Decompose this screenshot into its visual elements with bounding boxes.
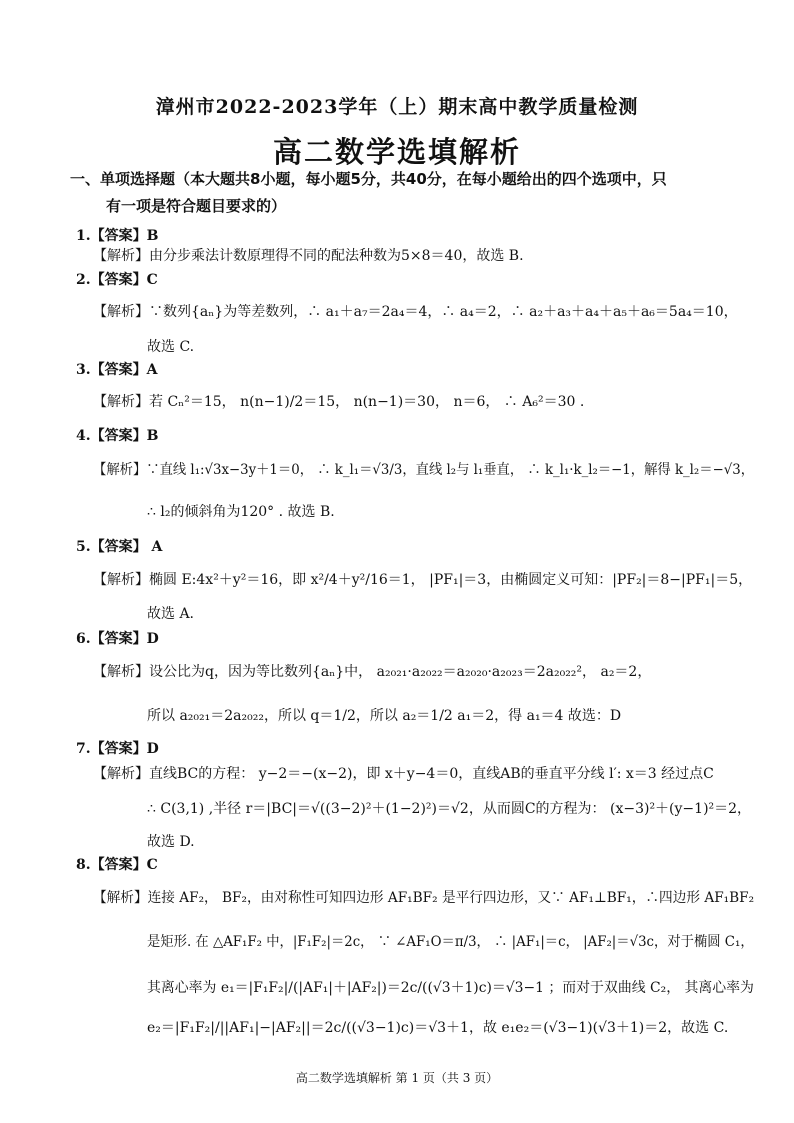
analysis-2-line-1: 【解析】∵数列{aₙ}为等差数列，∴ a₁＋a₇＝2a₄＝4，∴ a₄＝2，∴ a₂＋a₃＋a₄＋a₅＋a₆＝5a₄＝10， bbox=[93, 304, 738, 320]
analysis-5-line-2: 故选 A. bbox=[147, 606, 195, 622]
analysis-4-line-2: ∴ l₂的倾斜角为120° . 故选 B. bbox=[147, 504, 335, 520]
exam-title: 漳州市2022-2023学年（上）期末高中教学质量检测 bbox=[155, 96, 639, 118]
analysis-2-line-2: 故选 C. bbox=[147, 339, 195, 355]
section-heading-line-1: 一、单项选择题（本大题共8小题，每小题5分，共40分，在每小题给出的四个选项中，只 bbox=[70, 170, 667, 188]
answer-5: 5.【答案】 A bbox=[76, 539, 163, 555]
analysis-1-line-1: 【解析】由分步乘法计数原理得不同的配法种数为5×8＝40，故选 B. bbox=[93, 248, 524, 264]
analysis-5-line-1: 【解析】椭圆 E:4x²＋y²＝16，即 x²/4＋y²/16＝1， |PF₁|＝3，由椭圆定义可知：|PF₂|＝8−|PF₁|＝5， bbox=[93, 572, 753, 588]
section-heading-line-2: 有一项是符合题目要求的） bbox=[106, 197, 287, 215]
answer-3: 3.【答案】A bbox=[76, 362, 158, 378]
analysis-3-line-1: 【解析】若 Cₙ²＝15， n(n−1)/2＝15， n(n−1)＝30， n＝6， ∴ A₆²＝30 . bbox=[93, 394, 585, 410]
answer-1: 1.【答案】B bbox=[76, 228, 159, 244]
analysis-7-line-3: 故选 D. bbox=[147, 834, 195, 850]
answer-8: 8.【答案】C bbox=[76, 857, 158, 873]
answer-4: 4.【答案】B bbox=[76, 428, 159, 444]
answer-7: 7.【答案】D bbox=[76, 741, 159, 757]
analysis-7-line-2: ∴ C(3,1) ,半径 r＝|BC|＝√((3−2)²＋(1−2)²)＝√2，从而圆C的方程为： (x−3)²＋(y−1)²＝2， bbox=[147, 801, 752, 817]
page-footer: 高二数学选填解析 第 1 页（共 3 页） bbox=[295, 1071, 499, 1085]
analysis-8-line-4: e₂＝|F₁F₂|/||AF₁|−|AF₂||＝2c/((√3−1)c)＝√3＋1，故 e₁e₂＝(√3−1)(√3＋1)＝2，故选 C. bbox=[147, 1020, 729, 1036]
analysis-8-line-2: 是矩形. 在 △AF₁F₂ 中，|F₁F₂|＝2c， ∵ ∠AF₁O＝π/3， ∴ |AF₁|＝c， |AF₂|＝√3c，对于椭圆 C₁， bbox=[147, 934, 754, 950]
analysis-6-line-1: 【解析】设公比为q，因为等比数列{aₙ}中， a₂₀₂₁·a₂₀₂₂＝a₂₀₂₀·a₂₀₂₃＝2a₂₀₂₂²， a₂＝2， bbox=[93, 664, 652, 680]
page-title: 高二数学选填解析 bbox=[272, 135, 521, 169]
analysis-8-line-1: 【解析】连接 AF₂， BF₂，由对称性可知四边形 AF₁BF₂ 是平行四边形，又∵ AF₁⊥BF₁，∴四边形 AF₁BF₂ bbox=[93, 890, 755, 906]
analysis-7-line-1: 【解析】直线BC的方程： y−2＝−(x−2)，即 x＋y−4＝0，直线AB的垂直平分线 l′: x＝3 经过点C bbox=[93, 766, 714, 782]
section-heading bbox=[70, 166, 730, 220]
answer-6: 6.【答案】D bbox=[76, 631, 159, 647]
analysis-8-line-3: 其离心率为 e₁＝|F₁F₂|/(|AF₁|＋|AF₂|)＝2c/((√3＋1)c)＝√3−1 ；而对于双曲线 C₂， 其离心率为 bbox=[147, 980, 754, 996]
analysis-6-line-2: 所以 a₂₀₂₁＝2a₂₀₂₂，所以 q＝1/2，所以 a₂＝1/2 a₁＝2，得 a₁＝4 故选：D bbox=[147, 708, 622, 724]
analysis-4-line-1: 【解析】∵直线 l₁:√3x−3y＋1＝0， ∴ k_l₁＝√3/3，直线 l₂与 l₁垂直， ∴ k_l₁·k_l₂＝−1，解得 k_l₂＝−√3， bbox=[93, 462, 755, 478]
answer-2: 2.【答案】C bbox=[76, 272, 158, 288]
